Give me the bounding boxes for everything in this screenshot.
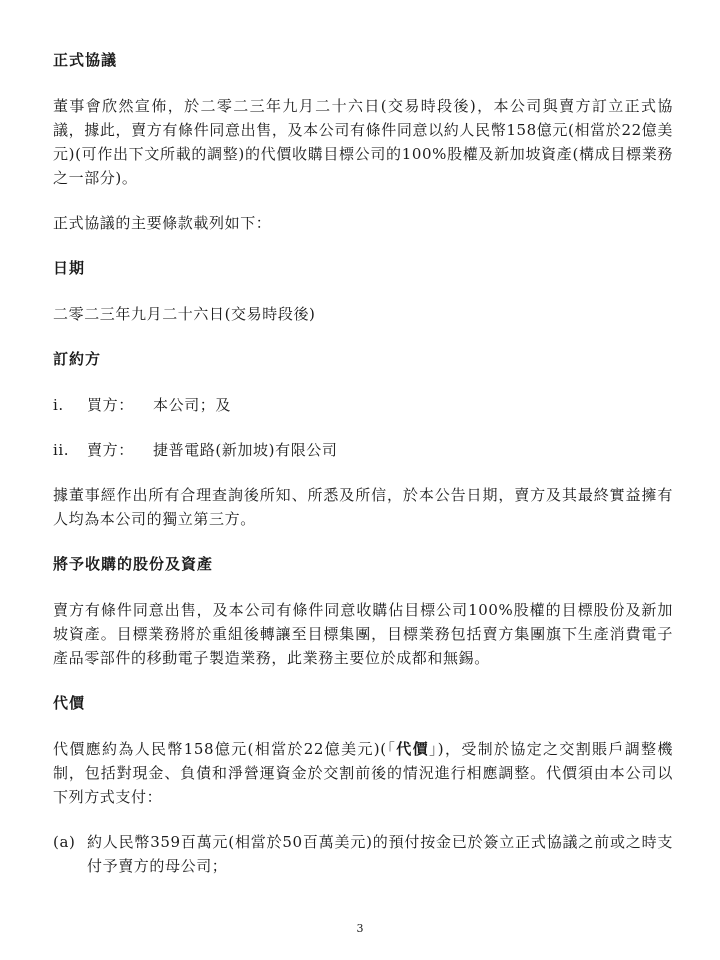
- payment-list-item: [53, 830, 673, 878]
- party-item-label: 買方：: [87, 396, 134, 414]
- shares-assets-heading: 將予收購的股份及資產: [53, 555, 214, 573]
- party-item-value: 本公司；及: [153, 396, 232, 414]
- party-item-number: ii.: [53, 441, 70, 459]
- main-terms-intro: 正式協議的主要條款載列如下：: [53, 214, 272, 232]
- payment-list-number: (a): [53, 833, 76, 851]
- document-page: [53, 48, 673, 899]
- party-item-value: 捷普電路(新加坡)有限公司: [153, 441, 338, 459]
- shares-assets-paragraph: 賣方有條件同意出售，及本公司有條件同意收購佔目標公司100%股權的目標股份及新加坡資產。目標業務將於重組後轉讓至目標集團，目標業務包括賣方集團旗下生產消費電子產品零部件的移動電子製造業務，此業務主要位於成都和無錫。: [53, 601, 673, 667]
- party-item-number: i.: [53, 396, 64, 414]
- consideration-text-after: 」)，受制於協定之交割賬戶調整機制，包括對現金、負債和淨營運資金於交割前後的情況進行相應調整。代價須由本公司以下列方式支付：: [53, 740, 673, 806]
- consideration-heading: 代價: [53, 694, 86, 712]
- parties-heading: 訂約方: [53, 350, 102, 368]
- party-item-label: 賣方：: [87, 441, 134, 459]
- consideration-text-before: 代價應約為人民幣158億元(相當於22億美元)(「: [53, 740, 397, 758]
- consideration-defined-term: 代價: [396, 740, 429, 758]
- date-heading: 日期: [53, 259, 86, 277]
- formal-agreement-heading: 正式協議: [53, 51, 118, 69]
- payment-list-text: 約人民幣359百萬元(相當於50百萬美元)的預付按金已於簽立正式協議之前或之時支付予賣方的母公司；: [87, 833, 673, 875]
- consideration-paragraph: [53, 737, 673, 809]
- party-item-vendor: [53, 438, 673, 462]
- independence-note: 據董事經作出所有合理查詢後所知、所悉及所信，於本公告日期，賣方及其最終實益擁有人均為本公司的獨立第三方。: [53, 486, 673, 528]
- party-item-purchaser: [53, 393, 673, 417]
- formal-agreement-paragraph: 董事會欣然宣佈，於二零二三年九月二十六日(交易時段後)，本公司與賣方訂立正式協議，據此，賣方有條件同意出售，及本公司有條件同意以約人民幣158億元(相當於22億美元)(可作出下文所載的調整)的代價收購目標公司的100%股權及新加坡資產(構成目標業務之一部分)。: [53, 97, 673, 187]
- date-text: 二零二三年九月二十六日(交易時段後): [53, 305, 316, 323]
- page-number: 3: [356, 922, 364, 935]
